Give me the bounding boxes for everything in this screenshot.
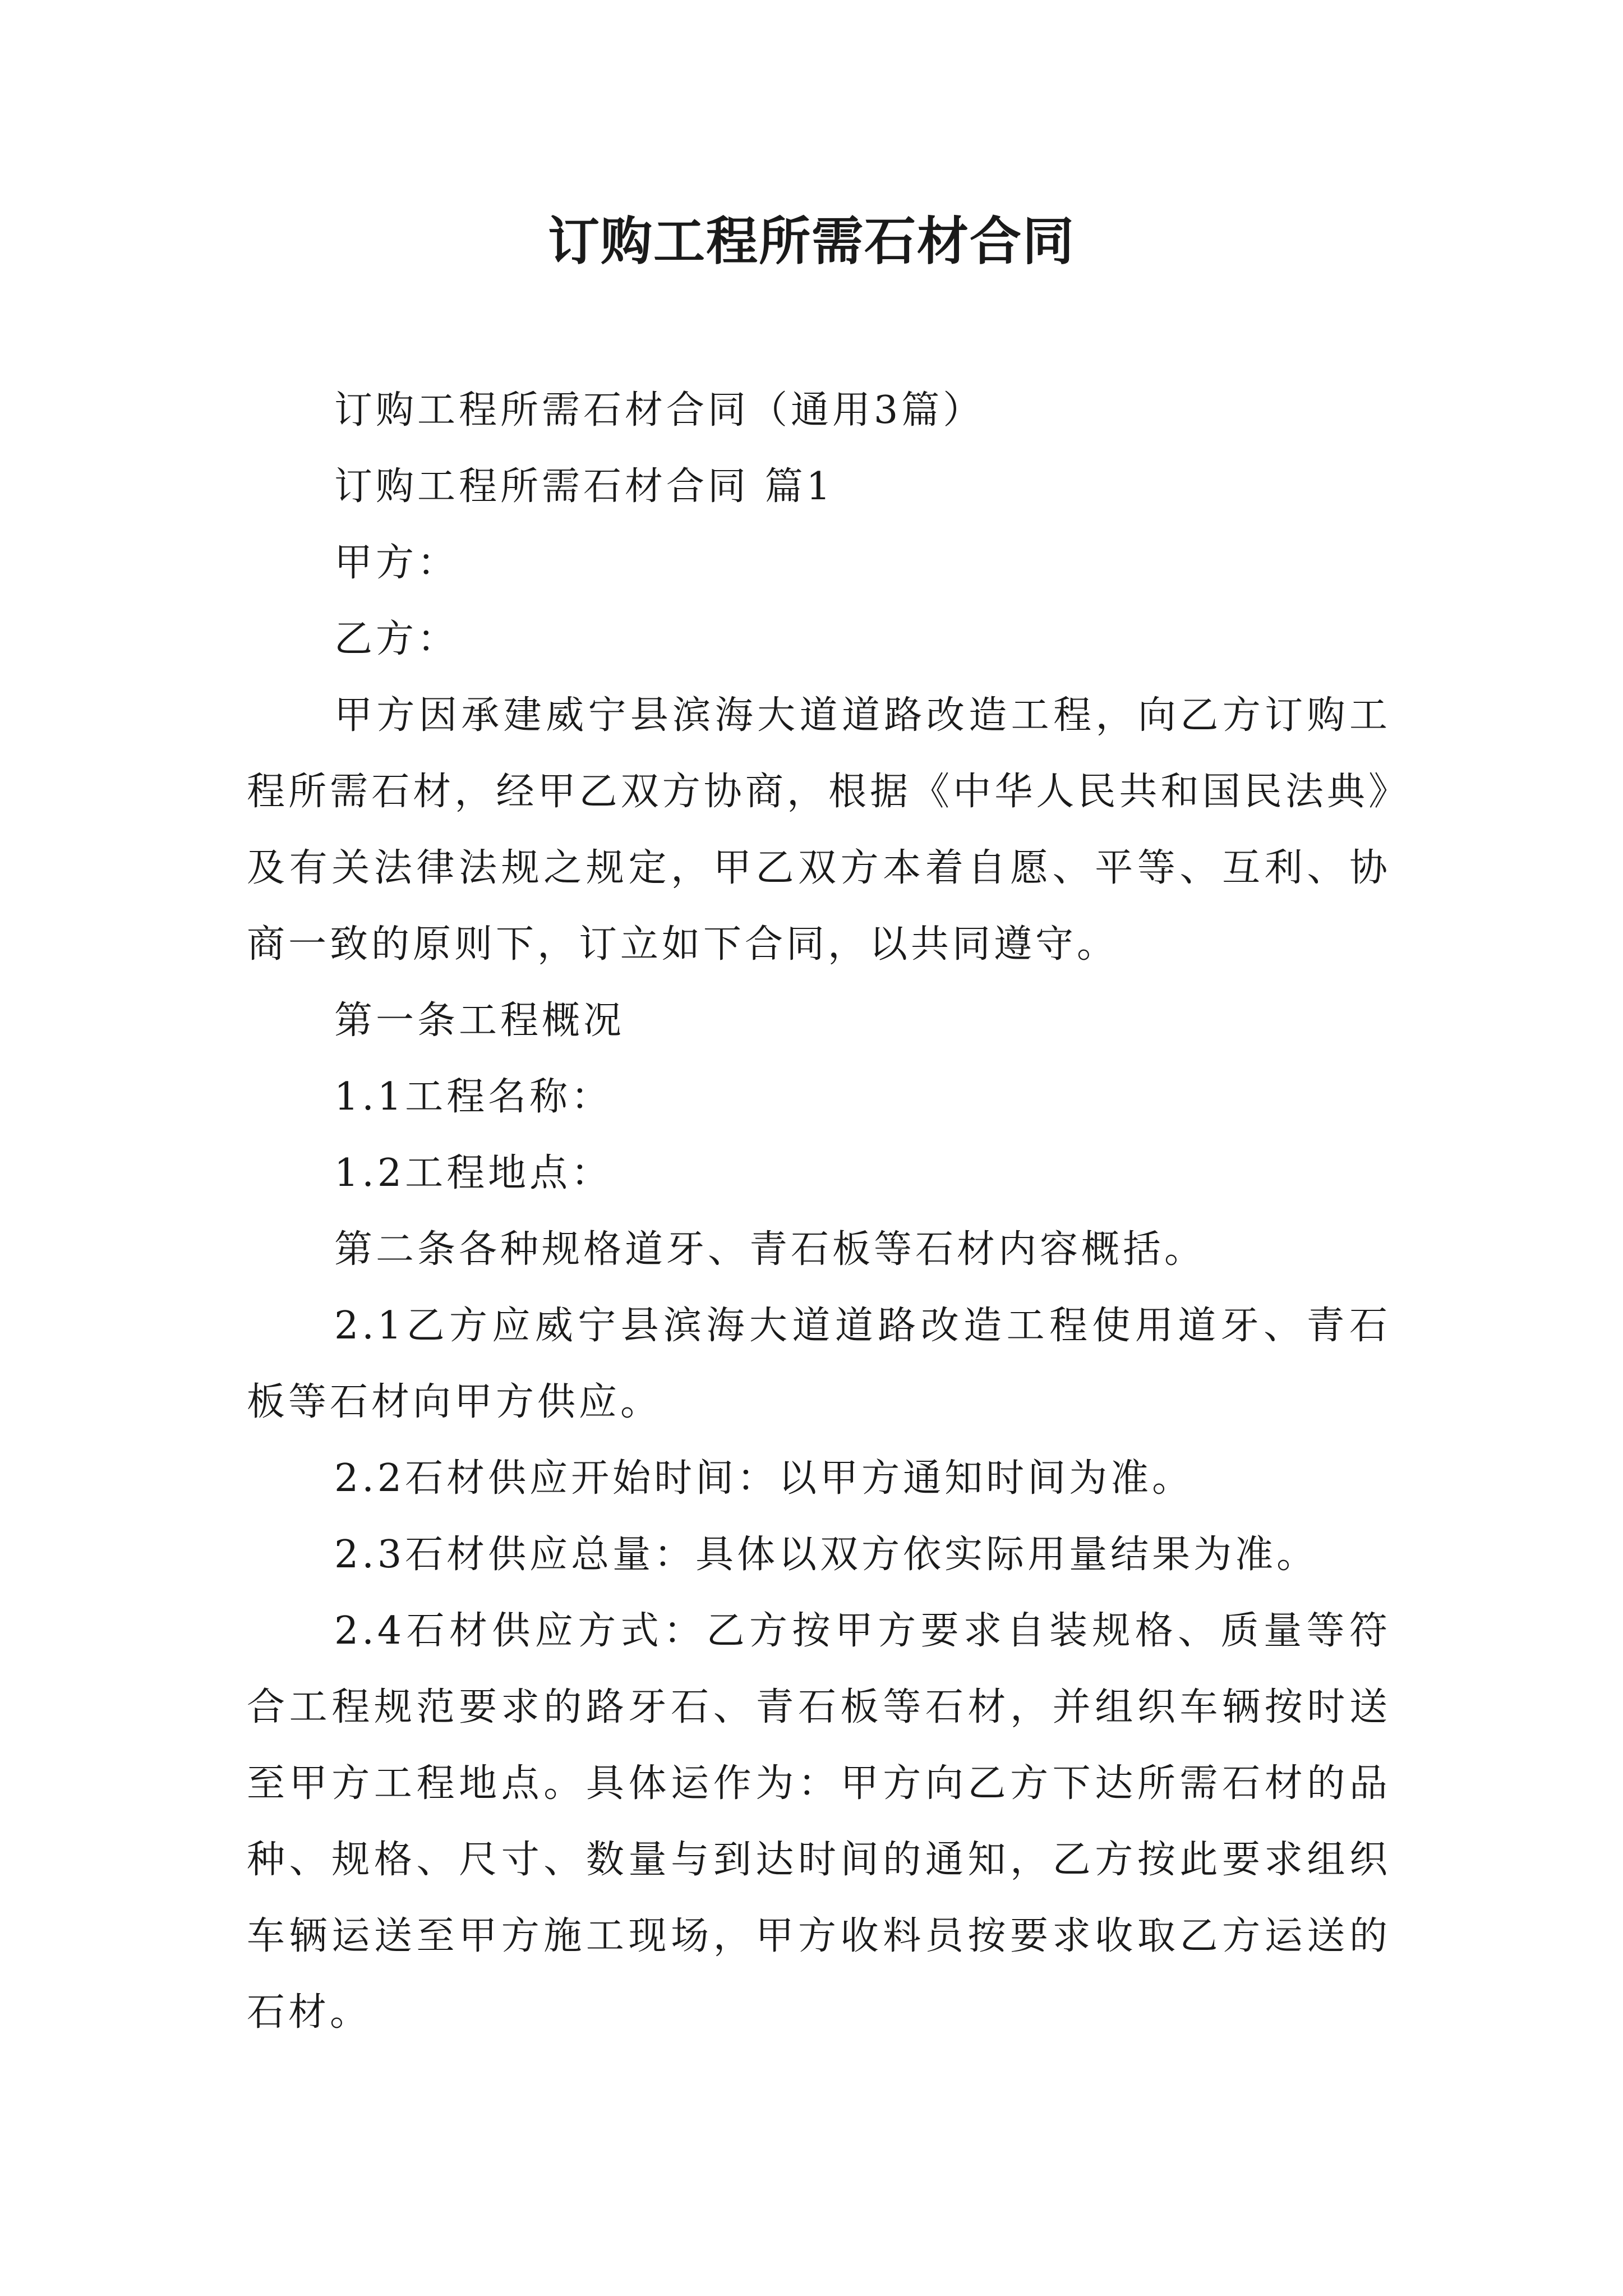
paragraph-1-1: 1.1工程名称： xyxy=(334,1075,613,1119)
paragraph-2-3: 2.3石材供应总量：具体以双方依实际用量结果为准。 xyxy=(334,1533,1318,1577)
paragraph-2-2: 2.2石材供应开始时间：以甲方通知时间为准。 xyxy=(334,1456,1194,1501)
paragraph-preamble: 甲方因承建威宁县滨海大道道路改造工程，向乙方订购工程所需石材，经甲乙双方协商，根据《中华人民共和国民法典》及有关法律法规之规定，甲乙双方本着自愿、平等、互利、协商一致的原则下，订立如下合同，以共同遵守。 xyxy=(247,693,1391,967)
paragraph-2-1: 2.1乙方应威宁县滨海大道道路改造工程使用道牙、青石板等石材向甲方供应。 xyxy=(247,1304,1391,1424)
paragraph-subtitle: 订购工程所需石材合同（通用3篇） xyxy=(334,388,985,432)
paragraph-1-2: 1.2工程地点： xyxy=(334,1151,613,1195)
document-body xyxy=(247,372,1391,2051)
paragraph-article-1: 第一条工程概况 xyxy=(334,999,625,1043)
paragraph-part-heading: 订购工程所需石材合同 篇1 xyxy=(334,464,834,509)
paragraph-party-b: 乙方： xyxy=(334,617,459,661)
paragraph-party-a: 甲方： xyxy=(334,541,459,585)
paragraph-article-2: 第二条各种规格道牙、青石板等石材内容概括。 xyxy=(334,1227,1206,1272)
paragraph-2-4: 2.4石材供应方式：乙方按甲方要求自装规格、质量等符合工程规范要求的路牙石、青石板等石材，并组织车辆按时送至甲方工程地点。具体运作为：甲方向乙方下达所需石材的品种、规格、尺寸、数量与到达时间的通知，乙方按此要求组织车辆运送至甲方施工现场，甲方收料员按要求收取乙方运送的石材。 xyxy=(247,1609,1391,2035)
document-title: 订购工程所需石材合同 xyxy=(547,211,1075,272)
